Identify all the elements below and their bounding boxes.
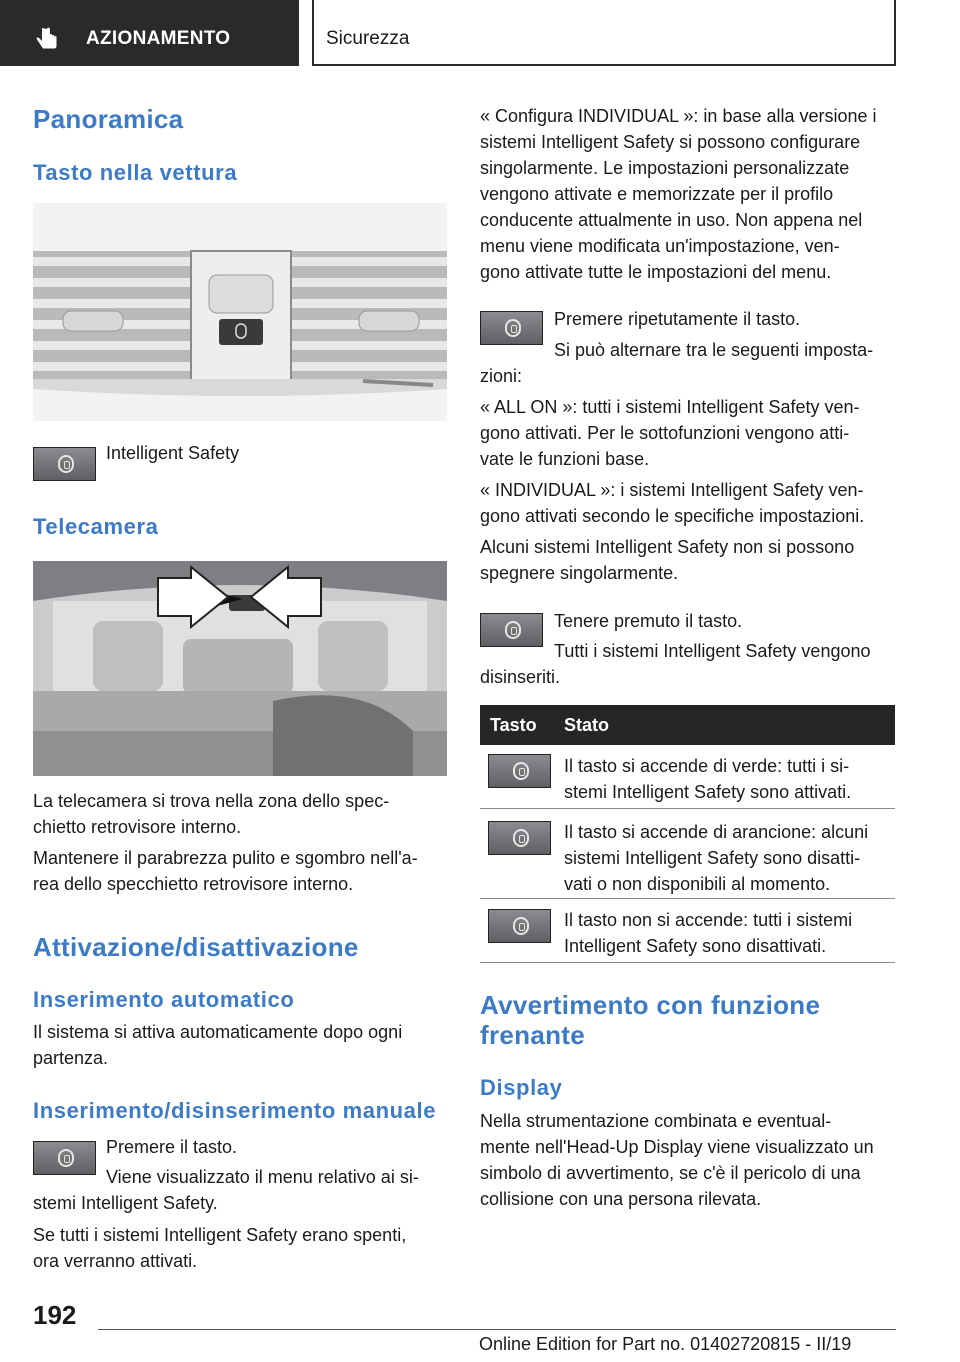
subtitle-auto: Inserimento automatico xyxy=(33,987,295,1012)
table-header-state: Stato xyxy=(564,715,609,735)
auto-text-line-1: Il sistema si attiva automaticamente dopo ogni xyxy=(33,1022,403,1042)
camera-text-1-line-1: La telecamera si trova nella zona dello spec- xyxy=(33,791,390,811)
footer-divider xyxy=(98,1329,896,1330)
subtitle-camera: Telecamera xyxy=(33,514,159,539)
subtitle-manual: Inserimento/disinserimento manuale xyxy=(33,1098,437,1123)
config-line-4: vengono attivate e memorizzate per il profilo xyxy=(480,184,834,204)
section-tab xyxy=(0,0,299,66)
camera-text-2-line-2: rea dello specchietto retrovisore interno. xyxy=(33,874,354,894)
page-header xyxy=(0,0,960,66)
hand-pointer-icon xyxy=(32,24,62,54)
status-table xyxy=(480,705,895,963)
intelligent-safety-button-icon xyxy=(480,311,543,345)
display-line-2: mente nell'Head-Up Display viene visualizzato un xyxy=(480,1137,874,1157)
table-cell-line: vati o non disponibili al momento. xyxy=(564,874,831,894)
chapter-box xyxy=(312,0,896,66)
table-cell-line: stemi Intelligent Safety sono attivati. xyxy=(564,782,852,802)
table-row xyxy=(480,745,895,809)
some-systems-line-1: Alcuni sistemi Intelligent Safety non si possono xyxy=(480,537,855,557)
table-row xyxy=(480,899,895,963)
repeat-text-line-2: zioni: xyxy=(480,366,523,386)
auto-text-line-2: partenza. xyxy=(33,1048,109,1068)
table-cell-line: Il tasto si accende di verde: tutti i si- xyxy=(564,756,850,776)
table-cell-line: Intelligent Safety sono disattivati. xyxy=(564,936,827,956)
individual-line-2: gono attivati secondo le specifiche impostazioni. xyxy=(480,506,865,526)
config-line-5: conducente attualmente in uso. Non appena nel xyxy=(480,210,863,230)
repeat-text-line-1: Si può alternare tra le seguenti imposta- xyxy=(554,340,874,360)
all-on-line-1: « ALL ON »: tutti i sistemi Intelligent Safety ven- xyxy=(480,397,860,417)
intelligent-safety-button-icon xyxy=(33,1141,96,1175)
button-caption: Intelligent Safety xyxy=(106,443,240,463)
button-orange-icon xyxy=(488,821,551,855)
intelligent-safety-button-icon xyxy=(480,613,543,647)
page-number: 192 xyxy=(33,1300,77,1330)
table-cell-line: Il tasto non si accende: tutti i sistemi xyxy=(564,910,853,930)
edition-note: Online Edition for Part no. 01402720815 - II/19 xyxy=(479,1334,852,1354)
config-line-2: sistemi Intelligent Safety si possono configurare xyxy=(480,132,861,152)
subtitle-button: Tasto nella vettura xyxy=(33,160,238,185)
config-line-6: menu viene modificata un'impostazione, ven- xyxy=(480,236,840,256)
table-cell-line: sistemi Intelligent Safety sono disatti- xyxy=(564,848,861,868)
config-line-3: singolarmente. Le impostazioni personalizzate xyxy=(480,158,850,178)
intelligent-safety-button-icon xyxy=(33,447,96,481)
hold-text-line-1: Tutti i sistemi Intelligent Safety vengono xyxy=(554,641,871,661)
some-systems-line-2: spegnere singolarmente. xyxy=(480,563,679,583)
table-header-key: Tasto xyxy=(490,715,537,735)
button-green-icon xyxy=(488,754,551,788)
camera-text-1-line-2: chietto retrovisore interno. xyxy=(33,817,242,837)
table-cell-line: Il tasto si accende di arancione: alcuni xyxy=(564,822,869,842)
section-title-activation: Attivazione/disattivazione xyxy=(33,932,359,962)
manual-step: Premere il tasto. xyxy=(106,1137,238,1157)
chapter-label: Sicurezza xyxy=(326,28,410,49)
display-line-3: simbolo di avvertimento, se c'è il pericolo di una xyxy=(480,1163,861,1183)
camera-text-2-line-1: Mantenere il parabrezza pulito e sgombro nell'a- xyxy=(33,848,418,868)
hold-step: Tenere premuto il tasto. xyxy=(554,611,743,631)
manual-text-line-1: Viene visualizzato il menu relativo ai si- xyxy=(106,1167,419,1187)
all-on-line-2: gono attivati. Per le sottofunzioni vengono atti- xyxy=(480,423,850,443)
section-label: AZIONAMENTO xyxy=(86,28,231,49)
config-line-7: gono attivate tutte le impostazioni del menu. xyxy=(480,262,832,282)
individual-line-1: « INDIVIDUAL »: i sistemi Intelligent Safety ven- xyxy=(480,480,864,500)
button-off-icon xyxy=(488,909,551,943)
all-on-line-3: vate le funzioni base. xyxy=(480,449,650,469)
camera-location-photo xyxy=(33,561,447,776)
page-title: Panoramica xyxy=(33,104,184,134)
table-row xyxy=(480,809,895,899)
display-line-4: collisione con una persona rilevata. xyxy=(480,1189,762,1209)
repeat-step: Premere ripetutamente il tasto. xyxy=(554,309,801,329)
manual-text-line-2: stemi Intelligent Safety. xyxy=(33,1193,218,1213)
warning-title-line-1: Avvertimento con funzione xyxy=(480,990,821,1020)
table-header xyxy=(480,705,895,745)
vent-button-photo xyxy=(33,203,447,421)
display-line-1: Nella strumentazione combinata e eventual- xyxy=(480,1111,832,1131)
hold-text-line-2: disinseriti. xyxy=(480,667,561,687)
warning-title-line-2: frenante xyxy=(480,1020,585,1050)
subtitle-display: Display xyxy=(480,1075,563,1100)
manual-text-line-4: ora verranno attivati. xyxy=(33,1251,198,1271)
manual-text-line-3: Se tutti i sistemi Intelligent Safety erano spenti, xyxy=(33,1225,407,1245)
config-line-1: « Configura INDIVIDUAL »: in base alla versione i xyxy=(480,106,877,126)
